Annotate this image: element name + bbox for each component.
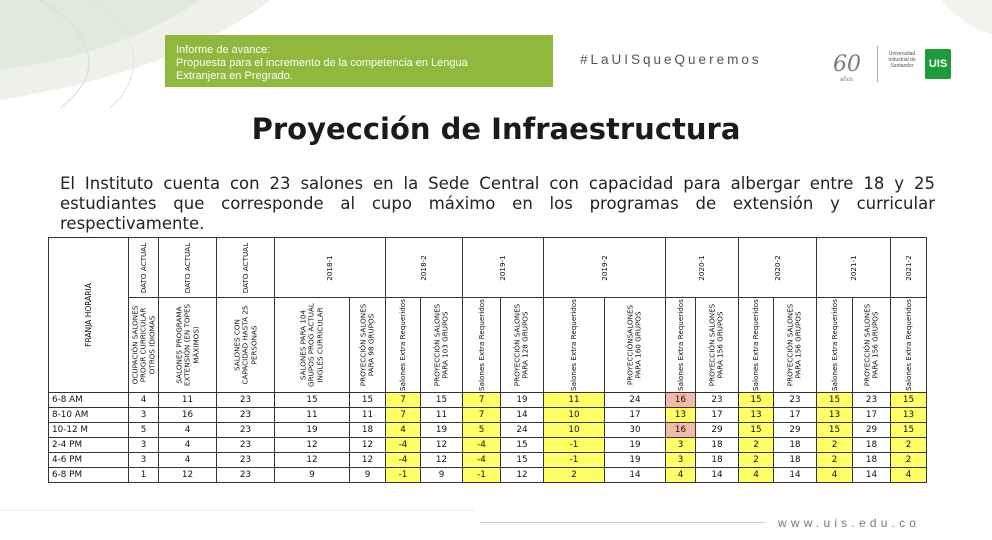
table-cell: 2 [544, 468, 605, 483]
table-cell: 16 [666, 393, 696, 408]
table-cell: 23 [217, 453, 275, 468]
table-cell: 4 [159, 423, 217, 438]
table-cell: 13 [891, 408, 927, 423]
table-row [49, 408, 927, 423]
table-cell: 4 [891, 468, 927, 483]
header-period-2020-1: 2020-1 [666, 238, 739, 298]
table-cell: 23 [696, 393, 739, 408]
table-cell: 13 [739, 408, 774, 423]
table-cell: 5 [463, 423, 501, 438]
table-cell: 17 [696, 408, 739, 423]
subheader-proyeccion-128: PROYECCIÓN SALONES PARA 128 GRUPOS [501, 298, 544, 393]
time-slot-label: 6-8 AM [49, 393, 129, 408]
header-dato-actual-2: DATO ACTUAL [159, 238, 217, 298]
subheader-extra: Salones Extra Requeridos [386, 298, 421, 393]
header-franja-horaria: FRANJA HORARIA [49, 238, 129, 393]
table-cell: 18 [853, 453, 891, 468]
table-row [49, 393, 927, 408]
table-cell: 2 [739, 453, 774, 468]
table-cell: 12 [275, 453, 350, 468]
header-dato-actual-1: DATO ACTUAL [129, 238, 159, 298]
table-cell: 15 [350, 393, 386, 408]
header-period-2021-2: 2021-2 [891, 238, 927, 298]
table-cell: 29 [696, 423, 739, 438]
table-cell: 23 [774, 393, 817, 408]
table-cell: 4 [159, 453, 217, 468]
table-cell: 11 [421, 408, 463, 423]
table-row [49, 423, 927, 438]
table-cell: 15 [817, 393, 853, 408]
table-cell: 11 [159, 393, 217, 408]
table-cell: 2 [817, 438, 853, 453]
table-cell: 12 [421, 453, 463, 468]
table-cell: 13 [666, 408, 696, 423]
table-cell: 19 [275, 423, 350, 438]
table-cell: 19 [421, 423, 463, 438]
table-cell: 12 [159, 468, 217, 483]
table-cell: 12 [350, 453, 386, 468]
table-cell: 4 [129, 393, 159, 408]
subheader-extension: SALONES PROGRAMA EXTENSIÓN (EN TOPES MÁXIMOS) [159, 298, 217, 393]
table-cell: -4 [463, 438, 501, 453]
table-cell: 19 [605, 453, 666, 468]
table-cell: 14 [774, 468, 817, 483]
subheader-proyeccion-156: PROYECCIÓN SALONES PARA 156 GRUPOS [696, 298, 739, 393]
table-cell: 4 [386, 423, 421, 438]
table-cell: 15 [739, 393, 774, 408]
table-cell: 19 [605, 438, 666, 453]
table-cell: 4 [817, 468, 853, 483]
infrastructure-table [48, 237, 927, 483]
header-period-2018-2: 2018-2 [386, 238, 463, 298]
table-cell: 23 [217, 438, 275, 453]
table-cell: 11 [275, 408, 350, 423]
table-row [49, 453, 927, 468]
table-cell: 17 [605, 408, 666, 423]
table-cell: 29 [853, 423, 891, 438]
table-cell: 18 [774, 453, 817, 468]
subheader-ocupacion: OCUPACIÓN SALONES PROGR CURRICULAR OTROS IDIOMAS [129, 298, 159, 393]
table-cell: 17 [853, 408, 891, 423]
table-cell: 14 [605, 468, 666, 483]
time-slot-label: 8-10 AM [49, 408, 129, 423]
footer-divider [0, 510, 475, 511]
report-header-text [176, 44, 546, 83]
table-cell: 19 [501, 393, 544, 408]
table-cell: 18 [696, 438, 739, 453]
table-cell: 2 [891, 453, 927, 468]
table-cell: -1 [463, 468, 501, 483]
subheader-extra: Salones Extra Requeridos [666, 298, 696, 393]
subheader-proyeccion-103: PROYECCIÓN SALONES PARA 103 GRUPOS [421, 298, 463, 393]
table-cell: 10 [544, 423, 605, 438]
table-cell: 15 [421, 393, 463, 408]
table-cell: 23 [217, 393, 275, 408]
table-cell: 11 [350, 408, 386, 423]
intro-paragraph: El Instituto cuenta con 23 salones en la Sede Central con capacidad para albergar entre 18 y 25 estudiantes que corresponde al cupo máximo en los programas de extensión y curricular respectivamente. [60, 174, 935, 233]
table-cell: 15 [275, 393, 350, 408]
table-cell: 24 [501, 423, 544, 438]
table-cell: -4 [463, 453, 501, 468]
time-slot-label: 6-8 PM [49, 468, 129, 483]
subheader-extra: Salones Extra Requeridos [544, 298, 605, 393]
table-cell: 15 [501, 438, 544, 453]
table-cell: 2 [817, 453, 853, 468]
table-cell: 12 [501, 468, 544, 483]
table-cell: 1 [129, 468, 159, 483]
subheader-extra: Salones Extra Requeridos [739, 298, 774, 393]
svg-text:60: 60 [833, 52, 861, 77]
header-dato-actual-3: DATO ACTUAL [217, 238, 275, 298]
page-title: Proyección de Infraestructura [251, 112, 741, 146]
table-cell: 12 [421, 438, 463, 453]
table-cell: 24 [605, 393, 666, 408]
hashtag: #LaUISqueQueremos [580, 52, 762, 67]
header-period-2020-2: 2020-2 [739, 238, 817, 298]
table-body [49, 393, 927, 483]
header-line-1: Informe de avance: [176, 44, 271, 56]
table-cell: 15 [817, 423, 853, 438]
table-cell: 9 [275, 468, 350, 483]
table-cell: 3 [666, 438, 696, 453]
table-cell: 3 [129, 438, 159, 453]
subheader-proyeccion-98: PROYECCIÓN SALONES PARA 98 GRUPOS [350, 298, 386, 393]
table-cell: 4 [159, 438, 217, 453]
table-cell: 23 [217, 423, 275, 438]
table-cell: 3 [129, 453, 159, 468]
table-cell: 11 [544, 393, 605, 408]
subheader-proyeccion-156: PROYECCIÓN SALONES PARA 156 GRUPOS [853, 298, 891, 393]
table-cell: 15 [501, 453, 544, 468]
table-cell: 18 [696, 453, 739, 468]
table-cell: 5 [129, 423, 159, 438]
table-cell: -1 [386, 468, 421, 483]
university-name: Universidad Industrial de Santander [888, 51, 916, 69]
header-period-2018-1: 2018-1 [275, 238, 386, 298]
table-cell: 16 [666, 423, 696, 438]
table-cell: 23 [853, 393, 891, 408]
table-cell: -4 [386, 453, 421, 468]
table-cell: -1 [544, 453, 605, 468]
table-row [49, 468, 927, 483]
table-cell: 2 [891, 438, 927, 453]
footer-divider [480, 522, 765, 523]
table-cell: -1 [544, 438, 605, 453]
table-cell: 13 [817, 408, 853, 423]
table-cell: 29 [774, 423, 817, 438]
table-cell: 14 [853, 468, 891, 483]
table-cell: 3 [129, 408, 159, 423]
table-cell: 23 [217, 468, 275, 483]
table-cell: 17 [774, 408, 817, 423]
header-period-2019-1: 2019-1 [463, 238, 544, 298]
subheader-proyeccion-160: PROYECCIÓNSALONES PARA 160 GRUPOS [605, 298, 666, 393]
svg-text:años: años [840, 77, 854, 83]
table-cell: 7 [386, 408, 421, 423]
table-cell: 9 [421, 468, 463, 483]
header-period-2021-1: 2021-1 [817, 238, 891, 298]
subheader-extra: Salones Extra Requeridos [817, 298, 853, 393]
subheader-extra: Salones Extra Requeridos [891, 298, 927, 393]
table-cell: -4 [386, 438, 421, 453]
uis-shield-logo: UIS [925, 49, 951, 79]
subheader-104-grupos: SALONES PARA 104 GRUPOS PROG ACTUAL INGLÉS CURRICULAR [275, 298, 350, 393]
table-cell: 7 [386, 393, 421, 408]
table-cell: 14 [501, 408, 544, 423]
table-cell: 14 [696, 468, 739, 483]
table-cell: 7 [463, 408, 501, 423]
table-cell: 12 [275, 438, 350, 453]
table-cell: 9 [350, 468, 386, 483]
table-cell: 2 [739, 438, 774, 453]
subheader-extra: Salones Extra Requeridos [463, 298, 501, 393]
table-cell: 7 [463, 393, 501, 408]
time-slot-label: 10-12 M [49, 423, 129, 438]
table-cell: 18 [774, 438, 817, 453]
table-cell: 15 [891, 393, 927, 408]
table-cell: 16 [159, 408, 217, 423]
table-cell: 18 [853, 438, 891, 453]
logo-divider [877, 46, 878, 82]
time-slot-label: 4-6 PM [49, 453, 129, 468]
table-cell: 30 [605, 423, 666, 438]
footer-url: www.uis.edu.co [778, 516, 921, 530]
table-cell: 23 [217, 408, 275, 423]
header-line-2: Propuesta para el incremento de la competencia en Lengua [176, 57, 468, 69]
table-cell: 10 [544, 408, 605, 423]
table-cell: 15 [739, 423, 774, 438]
header-line-3: Extranjera en Pregrado. [176, 70, 293, 82]
anniversary-60-logo [830, 44, 870, 84]
time-slot-label: 2-4 PM [49, 438, 129, 453]
table-cell: 4 [739, 468, 774, 483]
table-cell: 12 [350, 438, 386, 453]
table-cell: 18 [350, 423, 386, 438]
table-cell: 3 [666, 453, 696, 468]
table-cell: 4 [666, 468, 696, 483]
subheader-capacidad: SALONES CON CAPACIDAD HASTA 25 PERSONAS [217, 298, 275, 393]
table-row [49, 438, 927, 453]
header-period-2019-2: 2019-2 [544, 238, 666, 298]
table-cell: 15 [891, 423, 927, 438]
subheader-proyeccion-156: PROYECCIÓN SALONES PARA 156 GRUPOS [774, 298, 817, 393]
